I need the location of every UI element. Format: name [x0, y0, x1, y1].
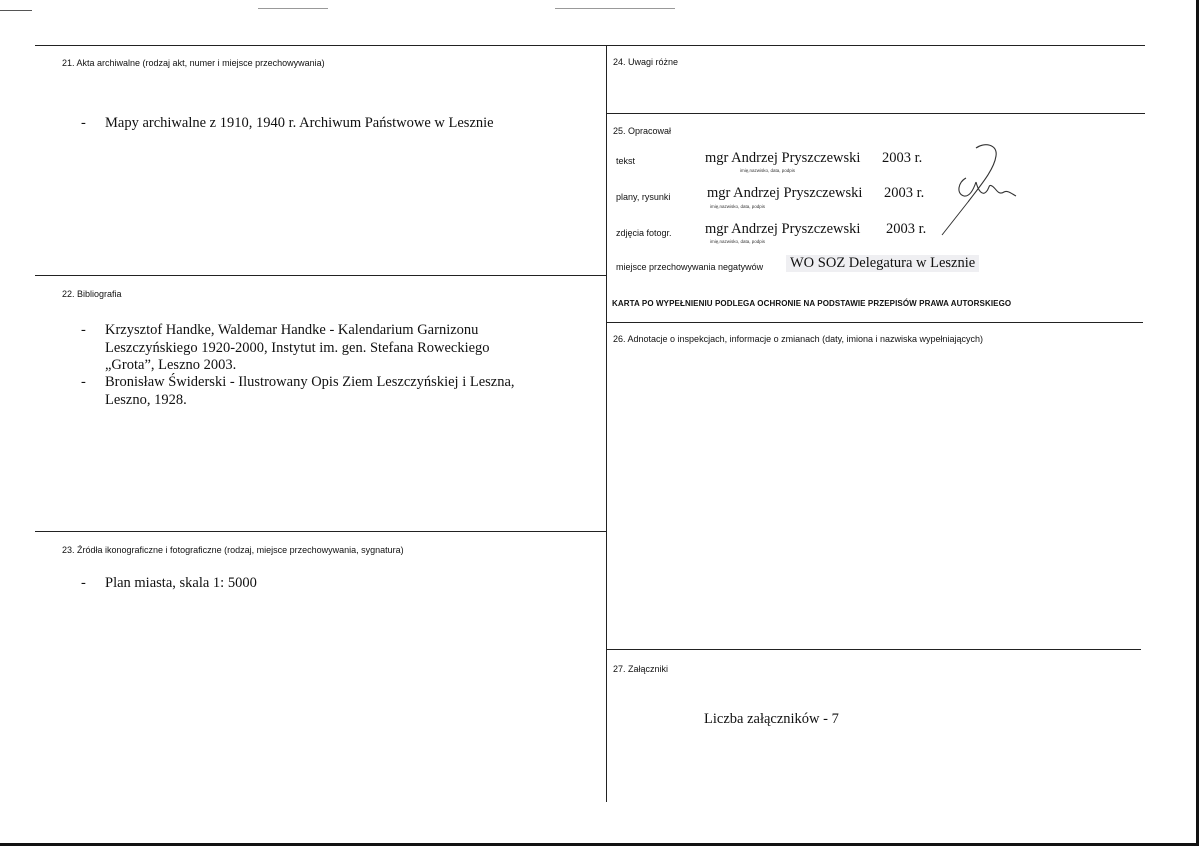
author-row-type: zdjęcia fotogr.: [616, 228, 672, 238]
bibliography-line: „Grota”, Leszno 2003.: [105, 357, 237, 373]
grid-line-24-25: [606, 113, 1145, 114]
bibliography-line: Krzysztof Handke, Waldemar Handke - Kalendarium Garnizonu: [105, 322, 479, 338]
negatives-location-value: WO SOZ Delegatura w Lesznie: [786, 255, 979, 272]
copyright-notice: KARTA PO WYPEŁNIENIU PODLEGA OCHRONIE NA PODSTAWIE PRZEPISÓW PRAWA AUTORSKIEGO: [612, 299, 1012, 308]
author-year: 2003 r.: [886, 221, 927, 237]
scan-edge-mark: [0, 10, 32, 11]
grid-line-21-22: [35, 275, 606, 276]
signature-caption: imię,nazwisko, data, podpis: [740, 168, 796, 173]
handwritten-signature: [940, 140, 1020, 240]
grid-line-22-23: [35, 531, 606, 532]
signature-caption: imię,nazwisko, data, podpis: [710, 239, 766, 244]
iconographic-source-item: Plan miasta, skala 1: 5000: [105, 575, 257, 591]
attachments-count: Liczba załączników - 7: [704, 711, 839, 727]
grid-line-25-26: [606, 322, 1143, 323]
section-26-label: 26. Adnotacje o inspekcjach, informacje o zmianach (daty, imiona i nazwiska wypełniających): [613, 334, 984, 344]
section-22-label: 22. Bibliografia: [62, 289, 122, 299]
bibliography-line: Bronisław Świderski - Ilustrowany Opis Ziem Leszczyńskiej i Leszna,: [105, 374, 515, 390]
archival-records-item: Mapy archiwalne z 1910, 1940 r. Archiwum Państwowe w Lesznie: [105, 115, 494, 131]
scan-edge-mark: [555, 8, 675, 9]
section-23-label: 23. Źródła ikonograficzne i fotograficzne (rodzaj, miejsce przechowywania, sygnatura): [62, 545, 404, 555]
author-year: 2003 r.: [882, 150, 923, 166]
grid-line-26-27: [606, 649, 1141, 650]
section-24-label: 24. Uwagi różne: [613, 57, 679, 67]
author-row-type: plany, rysunki: [616, 192, 671, 202]
author-row-type: tekst: [616, 156, 636, 166]
author-name: mgr Andrzej Pryszczewski: [705, 150, 861, 166]
section-27-label: 27. Załączniki: [613, 664, 669, 674]
grid-center-divider: [606, 45, 607, 802]
section-21-label: 21. Akta archiwalne (rodzaj akt, numer i miejsce przechowywania): [62, 58, 325, 68]
negatives-location-label: miejsce przechowywania negatywów: [616, 262, 764, 272]
author-name: mgr Andrzej Pryszczewski: [705, 221, 861, 237]
grid-top-line: [35, 45, 1145, 46]
bibliography-line: Leszczyńskiego 1920-2000, Instytut im. gen. Stefana Roweckiego: [105, 339, 490, 356]
bibliography-line: Leszno, 1928.: [105, 391, 187, 408]
scan-edge-mark: [258, 8, 328, 9]
signature-caption: imię,nazwisko, data, podpis: [710, 204, 766, 209]
section-25-label: 25. Opracował: [613, 126, 672, 136]
author-name: mgr Andrzej Pryszczewski: [707, 185, 863, 201]
author-year: 2003 r.: [884, 185, 925, 201]
